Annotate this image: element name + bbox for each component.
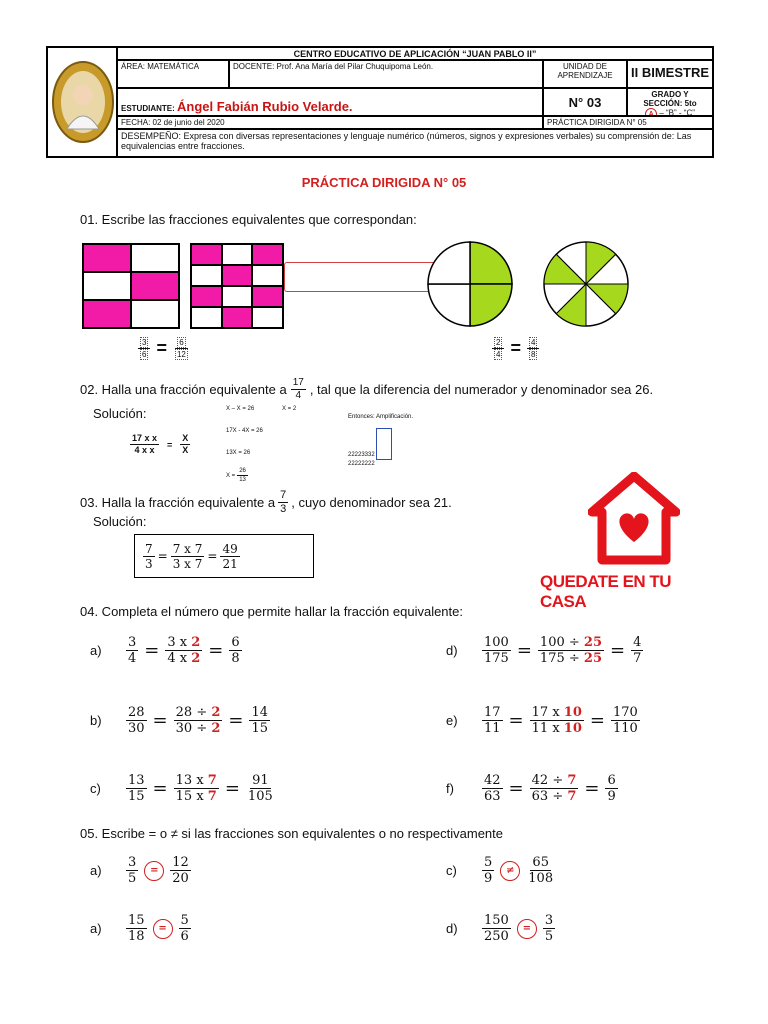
performance-cell: DESEMPEÑO: Expresa con diversas representaciones y lenguaje numérico (números, signos y expresiones verbales) su comprensión de: Las equivalencias entre fracciones. [117,129,713,157]
q5-item-1: a) $\frac{3}{5}$ = $\frac{12}{20}$ [90,855,189,886]
answer-sign: = [517,919,537,939]
q2-solution-label: Solución: [93,406,147,421]
bimester: II BIMESTRE [627,60,713,88]
student-label: ESTUDIANTE: [121,104,175,113]
grade-label: GRADO Y SECCIÓN: 5to [643,90,697,108]
unit-label: UNIDAD DE APRENDIZAJE [543,60,627,88]
date-cell: FECHA: 02 de junio del 2020 [117,116,543,129]
q1-grid-sixths [82,243,180,329]
header-table [46,46,714,158]
q4-text: 04. Completa el número que permite hallar la fracción equivalente: [80,604,463,619]
q2-work-1: X – X = 26 [226,406,255,412]
q2-work-2: X = 2 [282,406,297,412]
answer-sign: = [153,919,173,939]
grade-cell [627,88,713,116]
q1-grid-twelfths [190,243,284,329]
q2-work-3: 17X - 4X = 26 [226,428,263,434]
banner-text: QUEDATE EN TU CASA [540,572,672,611]
q2-scribble-box [376,428,392,460]
q3-solution-label: Solución: [93,514,147,529]
q2-text: 02. Halla una fracción equivalente a $\frac{17}{4}$ , tal que la diferencia del numerador y denominador sea 26. [80,377,654,401]
q2-main-eq: $\frac{\text{17 x x}}{\text{4 x x}}$ = $\frac{X}{X}$ [132,433,189,455]
student-cell [117,88,543,116]
q4-item-f: f) $\frac{42}{63}$ = $\frac{42 \div 7}{63 \div 7}$ = $\frac{6}{9}$ [446,773,616,804]
logo-cell [47,47,117,157]
q2-work-6: Entonces: Amplificación. [348,414,414,420]
school-name: CENTRO EDUCATIVO DE APLICACIÓN “JUAN PABLO II” [117,47,713,60]
section-a-selected: A [645,108,657,116]
q2-work-5: X = $\frac{26}{13}$ [226,468,246,483]
q1-circle-quarters [426,240,514,328]
student-name: Ángel Fabián Rubio Velarde. [177,99,353,114]
practice-cell: PRÁCTICA DIRIGIDA N° 05 [543,116,713,129]
q4-item-e: e) $\frac{17}{11}$ = $\frac{17 x 10}{11 x 10}$ = $\frac{170}{110}$ [446,705,638,736]
q4-item-c: c) $\frac{13}{15}$ = $\frac{13 x 7}{15 x 7}$ = $\frac{91}{105}$ [90,773,273,804]
q4-item-a: a) $\frac{3}{4}$ = $\frac{3 x 2}{4 x 2}$ = $\frac{6}{8}$ [90,635,240,666]
q4-item-b: b) $\frac{28}{30}$ = $\frac{28 \div 2}{30 \div 2}$ = $\frac{14}{15}$ [90,705,269,736]
q4-item-d: d) $\frac{100}{175}$ = $\frac{100 \div 25}{175 \div 25}$ = $\frac{4}{7}$ [446,635,642,666]
q3-answer-box: $\frac{7}{3}$ = $\frac{7 x 7}{3 x 7}$ = $\frac{49}{21}$ [134,534,314,578]
school-seal-icon [51,59,115,145]
q2-work-7: 22223332 [348,452,375,458]
q2-work-4: 13X = 26 [226,450,251,456]
q5-item-3: c) $\frac{5}{9}$ ≠ $\frac{65}{108}$ [446,855,554,886]
page-title: PRÁCTICA DIRIGIDA N° 05 [301,175,467,190]
q1-text: 01. Escribe las fracciones equivalentes que correspondan: [80,212,417,227]
home-heart-icon [588,472,680,566]
q1-answer-left: $\frac{3}{6}$ = $\frac{6}{12}$ [138,338,190,359]
q3-text: 03. Halla la fracción equivalente a $\frac{7}{3}$ , cuyo denominador sea 21. [80,489,452,515]
q1-circle-eighths [542,240,630,328]
sections-rest: – “B” - “C” [659,108,695,116]
q5-text: 05. Escribe = o ≠ si las fracciones son equivalentes o no respectivamente [80,826,504,841]
answer-sign: ≠ [500,861,520,881]
unit-number: N° 03 [543,88,627,116]
q1-answer-right: $\frac{2}{4}$ = $\frac{4}{8}$ [492,338,539,359]
answer-sign: = [144,861,164,881]
q2-work-8: 22222222 [348,461,375,467]
q5-item-2: a) $\frac{15}{18}$ = $\frac{5}{6}$ [90,913,189,944]
q5-item-4: d) $\frac{150}{250}$ = $\frac{3}{5}$ [446,913,554,944]
teacher-cell: DOCENTE: Prof. Ana María del Pilar Chuquipoma León. [229,60,543,88]
area-cell: ÁREA: MATEMÁTICA [117,60,229,88]
